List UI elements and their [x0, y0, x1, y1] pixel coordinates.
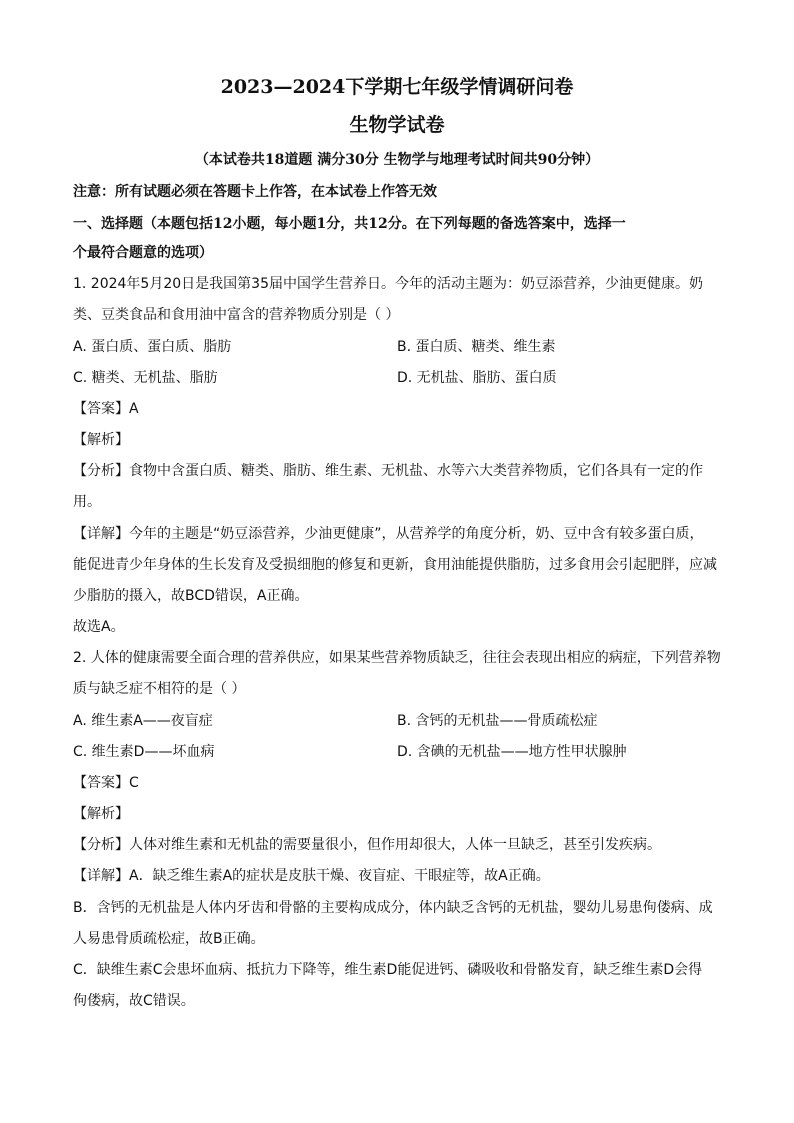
section1-heading-line2: 个最符合题意的选项） — [73, 245, 213, 261]
q1-fenxi-line2: 用。 — [73, 494, 101, 510]
q1-detail-line1: 【详解】今年的主题是“奶豆添营养，少油更健康”，从营养学的角度分析，奶、豆中含有较多蛋白质， — [73, 526, 704, 542]
exam-subject: 生物学试卷 — [349, 114, 445, 136]
q2-stem-line2: 质与缺乏症不相符的是（ ） — [73, 681, 246, 697]
q2-analysis-label: 【解析】 — [73, 806, 129, 822]
q2-answer: 【答案】C — [73, 775, 139, 791]
q1-conclusion: 故选A。 — [73, 619, 125, 635]
q2-fenxi-line1: 【分析】人体对维生素和无机盐的需要量很小，但作用却很大，人体一旦缺乏，甚至引发疾病。 — [73, 837, 661, 853]
q1-option-d: D. 无机盐、脂肪、蛋白质 — [397, 370, 557, 386]
q1-stem-line2: 类、豆类食品和食用油中富含的营养物质分别是（ ） — [73, 307, 400, 323]
q1-option-b: B. 蛋白质、糖类、维生素 — [397, 339, 556, 355]
q1-answer: 【答案】A — [73, 401, 139, 417]
q1-analysis-label: 【解析】 — [73, 432, 129, 448]
q1-option-c: C. 糖类、无机盐、脂肪 — [73, 370, 218, 386]
q2-stem-line1: 2. 人体的健康需要全面合理的营养供应，如果某些营养物质缺乏，往往会表现出相应的病症，下列营养物 — [73, 650, 721, 666]
q1-detail-line2: 能促进青少年身体的生长发育及受损细胞的修复和更新，食用油能提供脂肪，过多食用会引起肥胖，应减 — [73, 557, 717, 573]
notice: 注意：所有试题必须在答题卡上作答，在本试卷上作答无效 — [73, 184, 437, 200]
q1-detail-line3: 少脂肪的摄入，故BCD错误，A正确。 — [73, 588, 309, 604]
q1-stem-line1: 1. 2024年5月20日是我国第35届中国学生营养日。今年的活动主题为：奶豆添营养，少油更健康。奶 — [73, 276, 703, 292]
q2-detail-line1: 【详解】A．缺乏维生素A的症状是皮肤干燥、夜盲症、干眼症等，故A正确。 — [73, 868, 550, 884]
q2-option-d: D. 含碘的无机盐——地方性甲状腺肿 — [397, 744, 627, 760]
q1-option-a: A. 蛋白质、蛋白质、脂肪 — [73, 339, 232, 355]
q1-fenxi-line1: 【分析】食物中含蛋白质、糖类、脂肪、维生素、无机盐、水等六大类营养物质，它们各具有一定的作 — [73, 463, 703, 479]
q2-detail-line4: C．缺维生素C会患坏血病、抵抗力下降等，维生素D能促进钙、磷吸收和骨骼发育，缺乏维生素D会得 — [73, 962, 703, 978]
q2-option-a: A. 维生素A——夜盲症 — [73, 713, 213, 729]
q2-detail-line5: 佝偻病，故C错误。 — [73, 993, 195, 1009]
q2-detail-line2: B．含钙的无机盐是人体内牙齿和骨骼的主要构成成分，体内缺乏含钙的无机盐，婴幼儿易患佝偻病、成 — [73, 900, 713, 916]
q2-option-c: C. 维生素D——坏血病 — [73, 744, 215, 760]
section1-heading-line1: 一、选择题（本题包括12小题，每小题1分，共12分。在下列每题的备选答案中，选择一 — [73, 216, 626, 232]
exam-info: （本试卷共18道题 满分30分 生物学与地理考试时间共90分钟） — [194, 152, 600, 168]
q2-option-b: B. 含钙的无机盐——骨质疏松症 — [397, 713, 598, 729]
exam-title: 2023—2024下学期七年级学情调研问卷 — [220, 76, 574, 98]
q2-detail-line3: 人易患骨质疏松症，故B正确。 — [73, 931, 265, 947]
